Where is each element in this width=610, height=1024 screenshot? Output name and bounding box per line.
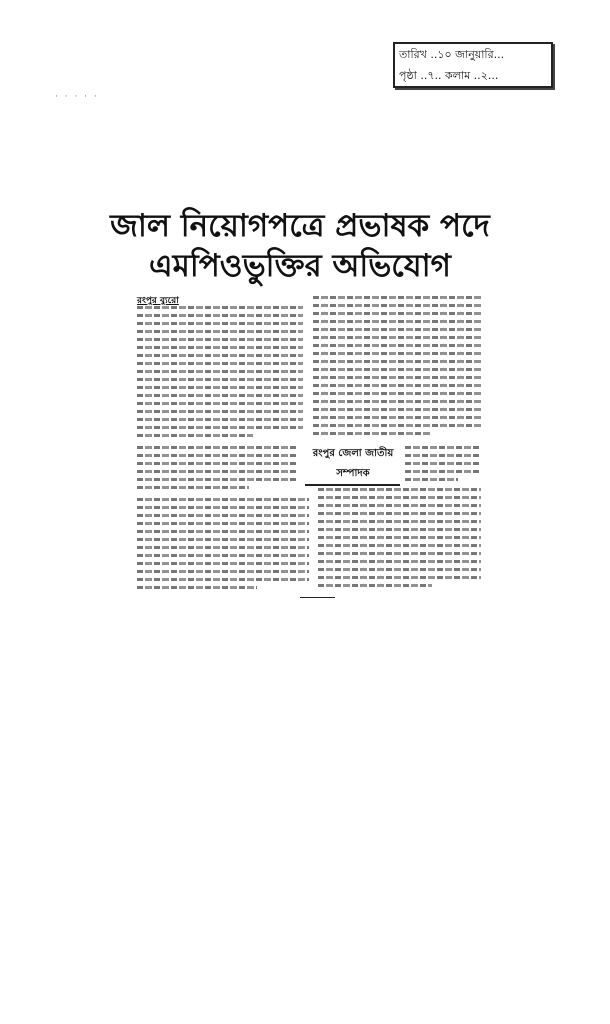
body-column-right-upper <box>313 296 481 440</box>
body-text-line <box>137 330 303 333</box>
body-text-line <box>313 320 481 323</box>
body-text-line <box>313 400 481 403</box>
body-text-line <box>405 478 458 481</box>
body-text-line <box>313 336 481 339</box>
body-text-line <box>137 322 303 325</box>
inset-rule <box>305 484 400 486</box>
body-column-left-lower <box>137 446 297 494</box>
body-text-line <box>405 462 481 465</box>
body-text-line <box>137 402 303 405</box>
body-text-line <box>137 546 309 549</box>
body-text-line <box>318 552 481 555</box>
body-text-line <box>318 560 481 563</box>
body-text-line <box>137 346 303 349</box>
body-text-line <box>137 506 309 509</box>
body-text-line <box>137 470 297 473</box>
body-text-line <box>405 446 481 449</box>
body-column-left-bottom <box>137 498 309 594</box>
body-text-line <box>137 338 303 341</box>
body-text-line <box>318 568 481 571</box>
body-text-line <box>137 454 297 457</box>
body-text-line <box>313 328 481 331</box>
body-text-line <box>313 416 481 419</box>
body-text-line <box>313 392 481 395</box>
body-text-line <box>318 512 481 515</box>
body-text-line <box>137 562 309 565</box>
body-text-line <box>137 314 303 317</box>
body-text-line <box>313 376 481 379</box>
date-row: তারিখ ..১০ জানুয়ারি... <box>399 48 505 61</box>
body-text-line <box>313 304 481 307</box>
body-text-line <box>137 426 303 429</box>
body-text-line <box>318 496 481 499</box>
body-text-line <box>137 538 309 541</box>
body-text-line <box>137 498 309 501</box>
body-text-line <box>137 462 297 465</box>
body-column-left-upper <box>137 306 303 442</box>
page-column-row: পৃষ্ঠা ..৭.. কলাম ..২... <box>399 69 499 82</box>
body-text-line <box>137 362 303 365</box>
body-text-line <box>313 432 431 435</box>
body-text-line <box>137 354 303 357</box>
body-text-line <box>137 446 297 449</box>
body-text-line <box>313 344 481 347</box>
scan-speckle: · · · · · <box>55 92 99 102</box>
end-rule <box>300 597 335 598</box>
body-text-line <box>137 394 303 397</box>
body-text-line <box>313 312 481 315</box>
body-text-line <box>137 530 309 533</box>
body-text-line <box>137 410 303 413</box>
body-text-line <box>313 408 481 411</box>
body-text-line <box>137 478 297 481</box>
body-column-right-lower <box>318 488 481 592</box>
body-text-line <box>313 424 481 427</box>
body-text-line <box>137 554 309 557</box>
body-text-line <box>137 514 309 517</box>
body-text-line <box>137 370 303 373</box>
body-text-line <box>318 576 481 579</box>
body-text-line <box>137 522 309 525</box>
body-text-line <box>405 454 481 457</box>
body-text-line <box>313 352 481 355</box>
body-text-line <box>137 418 303 421</box>
body-text-line <box>137 578 309 581</box>
body-text-line <box>313 360 481 363</box>
body-text-line <box>313 368 481 371</box>
body-text-line <box>318 488 481 491</box>
body-text-line <box>313 296 481 299</box>
body-text-line <box>318 536 481 539</box>
body-text-line <box>137 486 249 489</box>
body-text-line <box>137 586 257 589</box>
body-text-line <box>137 386 303 389</box>
body-text-line <box>318 504 481 507</box>
body-text-line <box>318 520 481 523</box>
subheading-inset: রংপুর জেলা জাতীয় সম্পাদক <box>312 448 394 479</box>
body-text-line <box>318 544 481 547</box>
body-text-line <box>137 434 253 437</box>
byline: রংপুর ব্যুরো <box>137 296 179 306</box>
clipping-stamp <box>393 42 553 88</box>
body-column-right-mid <box>405 446 481 486</box>
body-text-line <box>318 584 432 587</box>
body-text-line <box>313 384 481 387</box>
body-text-line <box>137 378 303 381</box>
body-text-line <box>318 528 481 531</box>
headline: জাল নিয়োগপত্রে প্রভাষক পদে এমপিওভুক্তির অভিযোগ <box>110 208 490 284</box>
body-text-line <box>405 470 481 473</box>
body-text-line <box>137 570 309 573</box>
body-text-line <box>137 306 303 309</box>
